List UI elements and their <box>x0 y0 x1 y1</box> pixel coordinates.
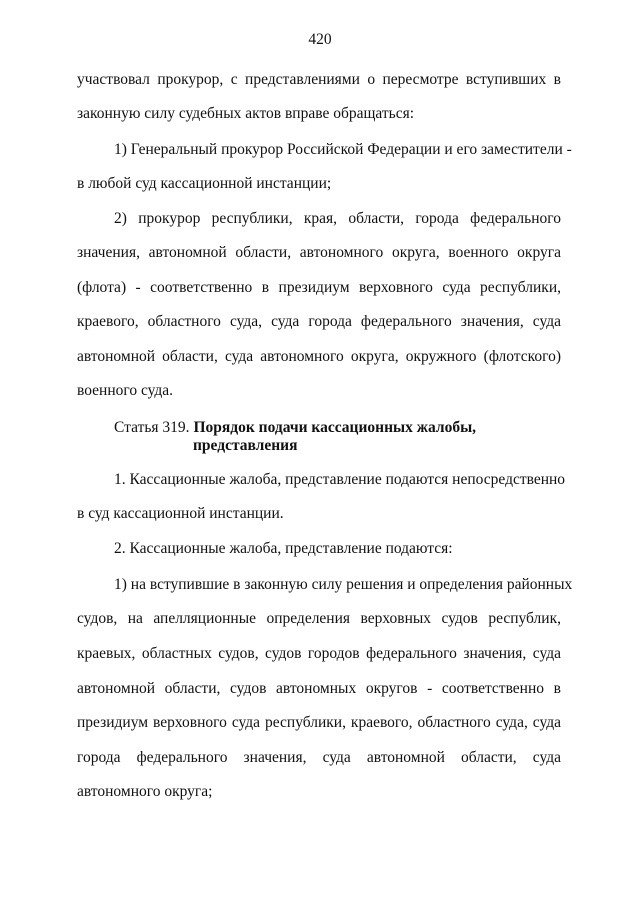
paragraph-line: судов, на апелляционные определения верховных судов республик, <box>77 610 561 627</box>
article-title-continued: представления <box>193 437 298 454</box>
paragraph-line: президиум верховного суда республики, краевого, областного суда, суда <box>77 714 561 731</box>
paragraph-line: 2) прокурор республики, края, области, города федерального <box>114 210 561 227</box>
paragraph-line: города федерального значения, суда автономной области, суда <box>77 749 561 766</box>
paragraph-line: автономного округа; <box>77 783 213 800</box>
paragraph-line: 1. Кассационные жалоба, представление подаются непосредственно <box>114 471 566 488</box>
paragraph-line: участвовал прокурор, с представлениями о пересмотре вступивших в <box>77 71 561 88</box>
paragraph-line: в суд кассационной инстанции. <box>77 505 284 522</box>
paragraph-line: автономной области, судов автономных округов - соответственно в <box>77 680 561 697</box>
paragraph-line: краевых, областных судов, судов городов федерального значения, суда <box>77 645 561 662</box>
paragraph-line: автономной области, суда автономного округа, окружного (флотского) <box>77 348 561 365</box>
paragraph-line: военного суда. <box>77 382 174 399</box>
paragraph-line: законную силу судебных актов вправе обращаться: <box>77 105 415 122</box>
article-title: Порядок подачи кассационных жалобы, <box>193 419 477 436</box>
article-number: Статья 319. <box>114 419 190 436</box>
paragraph-line: (флота) - соответственно в президиум верховного суда республики, <box>77 279 561 296</box>
paragraph-line: краевого, областного суда, суда города федерального значения, суда <box>77 313 561 330</box>
paragraph-line: 2. Кассационные жалоба, представление подаются: <box>114 540 453 557</box>
paragraph-line: значения, автономной области, автономного округа, военного округа <box>77 244 561 261</box>
paragraph-line: в любой суд кассационной инстанции; <box>77 175 332 192</box>
paragraph-line: 1) на вступившие в законную силу решения и определения районных <box>114 576 573 593</box>
page-number: 420 <box>308 31 332 48</box>
article-heading <box>114 418 476 438</box>
paragraph-line: 1) Генеральный прокурор Российской Федерации и его заместители - <box>114 141 572 158</box>
